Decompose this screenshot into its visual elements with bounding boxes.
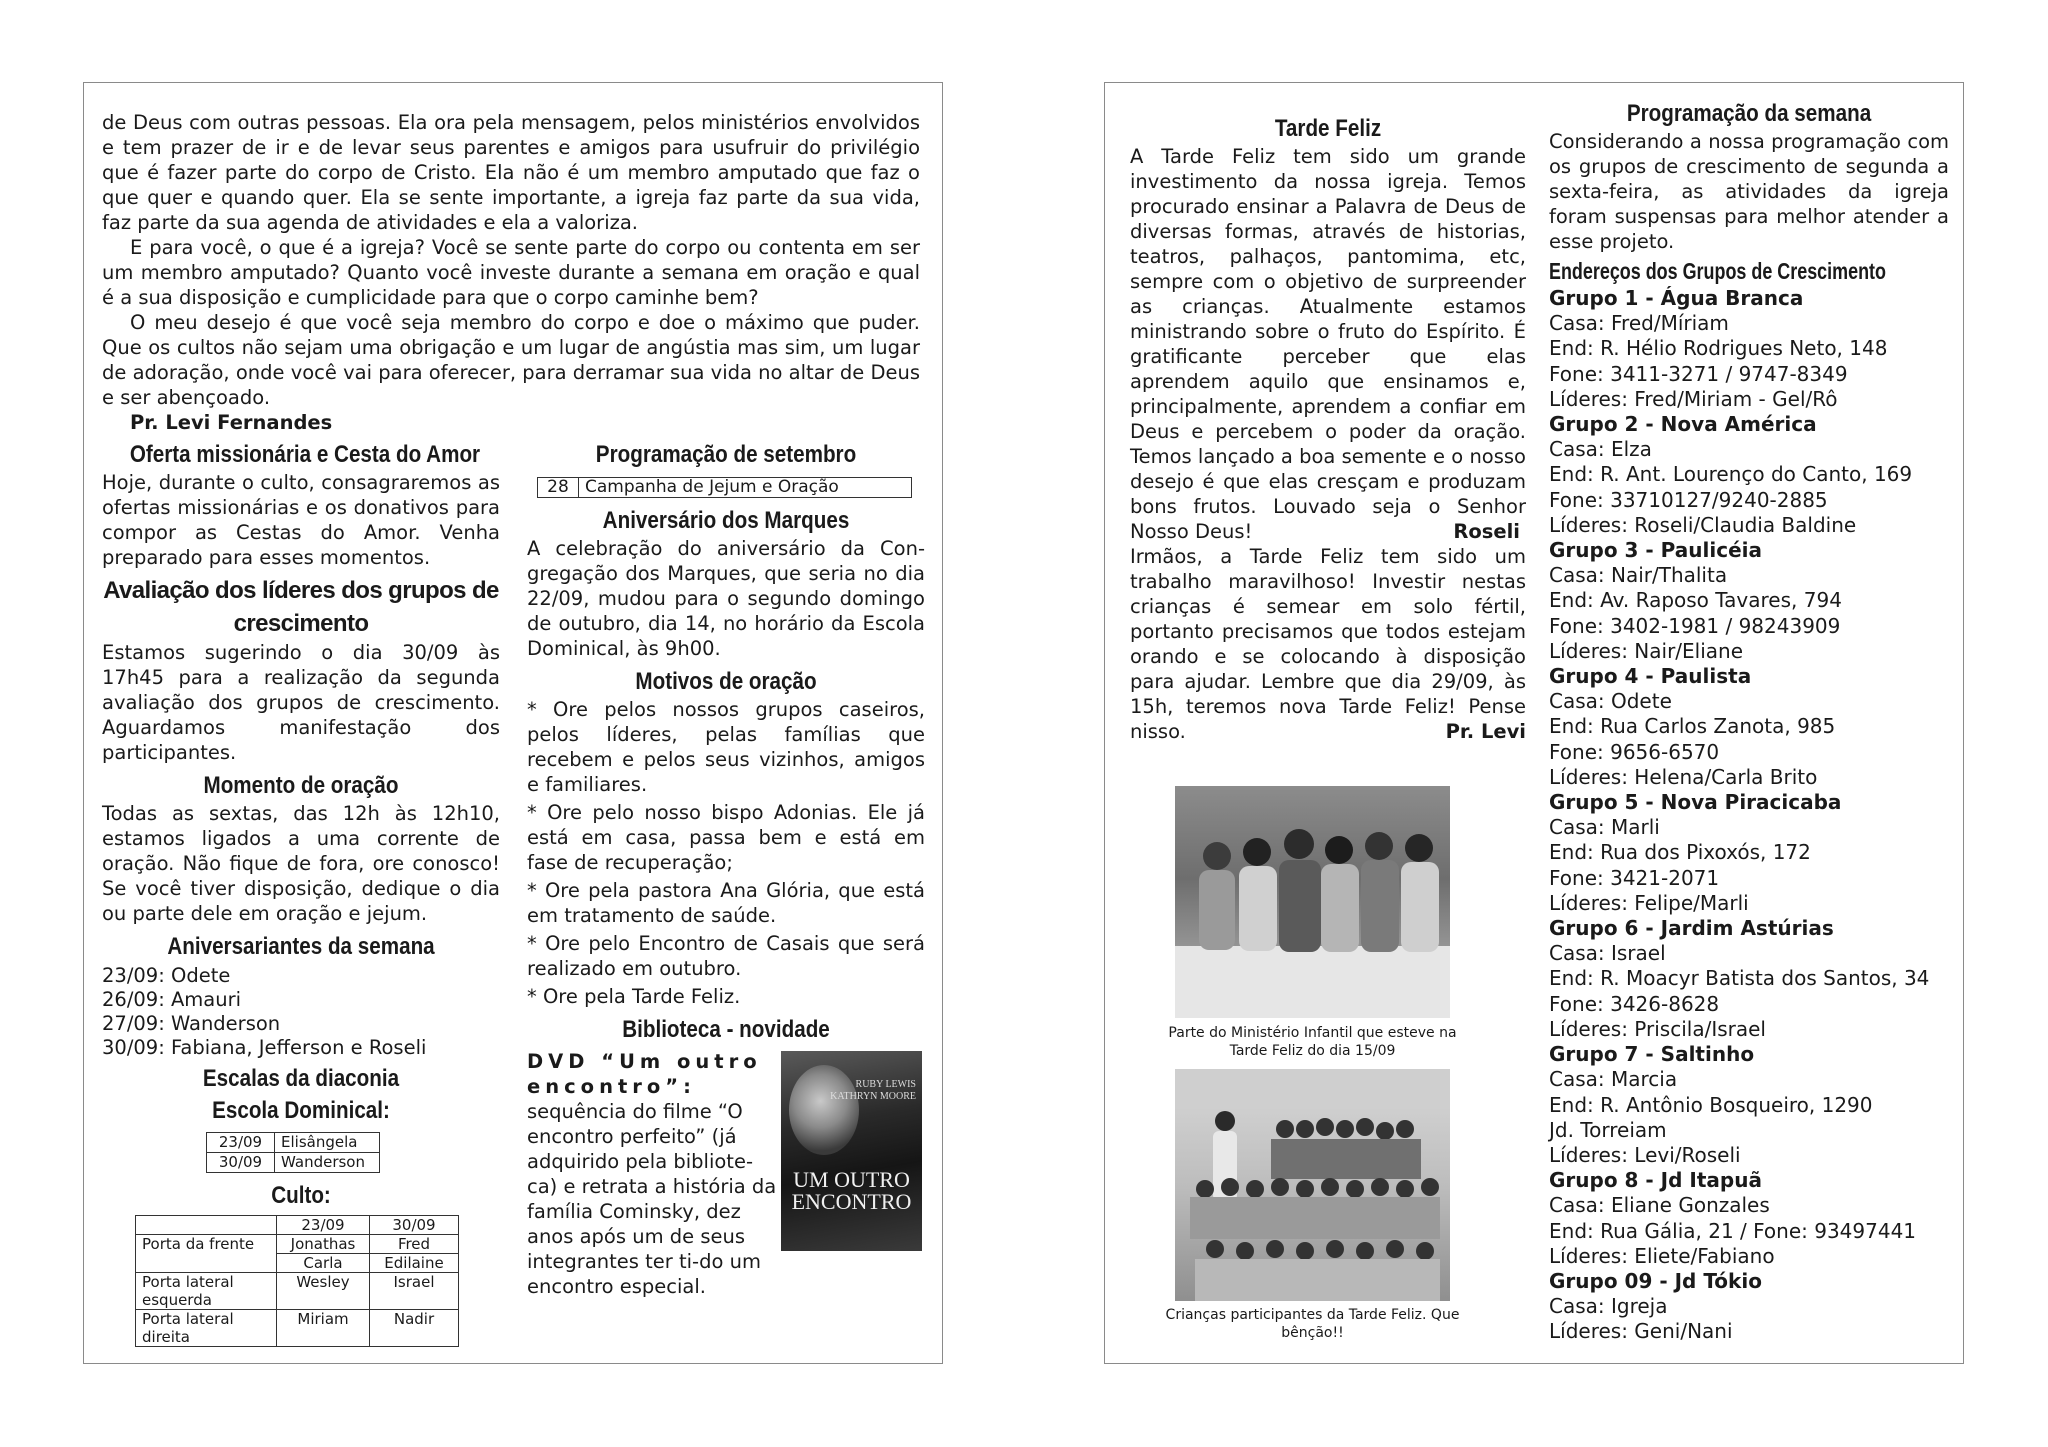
dvd-actor-1: RUBY LEWIS (855, 1079, 916, 1090)
table-row (136, 1235, 459, 1254)
aniv-marques-heading: Aniversário dos Marques (602, 507, 850, 534)
prog-setembro-table (537, 477, 912, 498)
grupo-name: Grupo 8 - Jd Itapuã (1549, 1168, 1762, 1193)
grupo-name: Grupo 4 - Paulista (1549, 664, 1752, 689)
prog-semana-heading: Programação da semana (1626, 100, 1872, 127)
grupo-name: Grupo 7 - Saltinho (1549, 1042, 1755, 1067)
table-cell: Edilaine (370, 1254, 459, 1273)
list-item: 23/09: Odete (102, 964, 231, 987)
aniversariantes-heading: Aniversariantes da semana (167, 933, 435, 960)
table-header-cell: 30/09 (370, 1216, 459, 1235)
grupo-line: End: Av. Raposo Tavares, 794 (1549, 588, 1842, 613)
grupo-line: Casa: Marcia (1549, 1067, 1678, 1092)
grupo-line: Casa: Fred/Míriam (1549, 311, 1729, 336)
grupo-line: Fone: 33710127/9240-2885 (1549, 487, 1828, 512)
oferta-heading: Oferta missionária e Cesta do Amor (129, 441, 481, 468)
grupo-line: Líderes: Priscila/Israel (1549, 1016, 1766, 1041)
table-row (136, 1216, 459, 1235)
table-cell: Campanha de Jejum e Oração (579, 478, 912, 498)
left-column (102, 440, 500, 1347)
grupo-line: Líderes: Helena/Carla Brito (1549, 764, 1818, 789)
grupo-name: Grupo 2 - Nova América (1549, 412, 1817, 437)
grupo-line: Casa: Igreja (1549, 1294, 1668, 1319)
grupo-line: End: R. Moacyr Batista dos Santos, 34 (1549, 966, 1930, 991)
dvd-actors (830, 1079, 916, 1103)
group-photo-figures (1175, 786, 1450, 1018)
grupo-line: Casa: Israel (1549, 941, 1666, 966)
grupo-line: Líderes: Roseli/Claudia Baldine (1549, 512, 1857, 537)
grupo-name: Grupo 1 - Água Branca (1549, 286, 1804, 310)
table-header-cell (136, 1216, 277, 1235)
momento-text: Todas as sextas, das 12h às 12h10, estamos ligados a uma corrente de oração. Não fique de fora, ore conosco! Se você tiver disposição, dedique o dia ou parte dele em oração e jejum. (102, 802, 500, 925)
grupo-line: Casa: Marli (1549, 815, 1660, 840)
grupo-line: End: Rua Carlos Zanota, 985 (1549, 714, 1836, 739)
table-cell: Wesley (277, 1273, 370, 1310)
table-cell: Nadir (370, 1310, 459, 1347)
children-photo-figures (1175, 1069, 1450, 1301)
tarde-text-2: Irmãos, a Tarde Feliz tem sido um trabalho maravilhoso! Investir nestas crianças é semear em solo fértil, portanto precisamos que todos estejam orando e se colocando à disposição para ajudar. Lembre que dia 29/09, às 15h, teremos nova Tarde Feliz! Pense nisso. (1130, 545, 1526, 743)
culto-heading: Culto: (271, 1182, 331, 1209)
intro-section (102, 110, 920, 436)
intro-paragraph-1: de Deus com outras pessoas. Ela ora pela mensagem, pelos ministérios envolvidos e tem prazer de ir e de levar seus parentes e amigos para usufruir do privilégio que é fazer parte do corpo de Cristo. Ela não é um membro amputado que faz o que quer e quando quer. Ela se sente importante, a igreja faz parte da sua vida, faz parte da sua agenda de atividades e ela a valoriza. (102, 111, 920, 234)
left-page (83, 82, 943, 1364)
aniversariantes-list (102, 964, 500, 1060)
programacao-semana-section (1549, 99, 1949, 1345)
grupo-line: End: R. Antônio Bosqueiro, 1290 (1549, 1092, 1873, 1117)
escola-table (206, 1132, 380, 1173)
oferta-text: Hoje, durante o culto, consagraremos as ofertas missionárias e os donativos para compor as Cestas do Amor. Venha preparado para esses momentos. (102, 471, 500, 569)
grupo-name: Grupo 6 - Jardim Astúrias (1549, 916, 1834, 941)
table-row (207, 1133, 380, 1153)
table-cell: Wanderson (275, 1153, 380, 1173)
grupo-line: End: R. Ant. Lourenço do Canto, 169 (1549, 462, 1913, 487)
grupo-line: Casa: Odete (1549, 689, 1672, 714)
grupo-line: Líderes: Levi/Roseli (1549, 1142, 1741, 1167)
prog-setembro-heading: Programação de setembro (595, 441, 857, 468)
list-item: 27/09: Wanderson (102, 1012, 281, 1035)
grupo-line: Jd. Torreiam (1549, 1117, 1667, 1142)
grupo-line: End: R. Hélio Rodrigues Neto, 148 (1549, 336, 1888, 361)
grupo-name: Grupo 09 - Jd Tókio (1549, 1268, 1762, 1293)
table-cell: 28 (538, 478, 579, 498)
list-item: 30/09: Fabiana, Jefferson e Roseli (102, 1036, 427, 1059)
tarde-feliz-section (1130, 110, 1526, 744)
table-cell: 30/09 (207, 1153, 275, 1173)
grupo-line: Líderes: Eliete/Fabiano (1549, 1243, 1775, 1268)
biblioteca-lead: DVD “Um outro encontro”: (527, 1050, 762, 1098)
table-cell: Porta lateral direita (136, 1310, 277, 1347)
grupo-line: Líderes: Fred/Miriam - Gel/Rô (1549, 386, 1838, 411)
intro-paragraph-2: E para você, o que é a igreja? Você se sente parte do corpo ou contenta em ser um membro amputado? Quanto você investe durante a semana em oração e qual é a sua disposição e cumplicidade para que o corpo caminhe bem? (102, 236, 920, 309)
tarde-heading: Tarde Feliz (1274, 115, 1382, 142)
escola-heading: Escola Dominical: (212, 1097, 390, 1124)
biblioteca-block (527, 1049, 925, 1299)
tarde-signature-1: Roseli (1453, 520, 1520, 543)
motivo-item: * Ore pela Tarde Feliz. (527, 985, 741, 1008)
grupo-name: Grupo 3 - Paulicéia (1549, 538, 1763, 563)
caption-photo-1: Parte do Ministério Infantil que esteve na Tarde Feliz do dia 15/09 (1168, 1025, 1457, 1059)
right-column (527, 440, 925, 1299)
dvd-actor-2: KATHRYN MOORE (830, 1091, 916, 1102)
table-cell: Fred (370, 1235, 459, 1254)
momento-heading: Momento de oração (203, 772, 399, 799)
table-cell: Carla (277, 1254, 370, 1273)
table-cell: Miriam (277, 1310, 370, 1347)
grupo-line: Fone: 3411-3271 / 9747-8349 (1549, 361, 1848, 386)
dvd-title-line-2: ENCONTRO (791, 1189, 912, 1214)
grupos-list (1549, 286, 1949, 1345)
grupo-line: Fone: 3426-8628 (1549, 991, 1720, 1016)
motivo-item: * Ore pelo nosso bispo Adonias. Ele já está em casa, passa bem e está em fase de recuperação; (527, 801, 925, 874)
table-row (136, 1310, 459, 1347)
escalas-heading: Escalas da diaconia (202, 1065, 400, 1092)
motivo-item: * Ore pelo Encontro de Casais que será realizado em outubro. (527, 932, 925, 980)
photo-criancas (1175, 1069, 1450, 1301)
aniv-marques-text: A celebração do aniversário da Con-gregação dos Marques, que seria no dia 22/09, mudou para o segundo domingo de outubro, dia 14, no horário da Escola Dominical, às 9h00. (527, 537, 925, 660)
tarde-text-1: A Tarde Feliz tem sido um grande investimento da nossa igreja. Temos procurado ensinar a Palavra de Deus de diversas formas, através de historias, teatros, palhaços, pantomima, etc, sempre com o objetivo de surpreender as crianças. Atualmente estamos ministrando sobre o fruto do Espírito. É gratificante perceber que elas aprendem aquilo que ensinamos e, principalmente, aprendem a confiar em Deus e percebem o poder da oração. Temos lançado a boa semente e o nosso desejo é que elas cresçam e produzam bons frutos. Louvado seja o Senhor Nosso Deus! (1130, 145, 1526, 543)
table-row (538, 478, 912, 498)
prog-semana-text: Considerando a nossa programação com os grupos de crescimento de segunda a sexta-feira, as atividades da igreja foram suspensas para melhor atender a esse projeto. (1549, 130, 1949, 253)
avaliacao-heading: Avaliação dos líderes dos grupos de crescimento (103, 577, 499, 637)
table-cell: Porta da frente (136, 1235, 277, 1273)
intro-paragraph-3: O meu desejo é que você seja membro do corpo e doe o máximo que puder. Que os cultos não sejam uma obrigação e um lugar de angústia mas sim, um lugar de adoração, onde você vai para oferecer, para derramar sua vida no altar de Deus e ser abençoado. (102, 311, 920, 409)
grupo-line: Casa: Eliane Gonzales (1549, 1193, 1770, 1218)
table-cell: Jonathas (277, 1235, 370, 1254)
table-cell: 23/09 (207, 1133, 275, 1153)
tarde-signature-2: Pr. Levi (1445, 720, 1526, 743)
grupo-line: Casa: Elza (1549, 437, 1652, 462)
avaliacao-text: Estamos sugerindo o dia 30/09 às 17h45 para a realização da segunda avaliação dos grupos de crescimento. Aguardamos manifestação dos participantes. (102, 641, 500, 764)
table-cell: Israel (370, 1273, 459, 1310)
intro-signature: Pr. Levi Fernandes (130, 411, 333, 434)
table-row (136, 1273, 459, 1310)
grupo-line: Líderes: Geni/Nani (1549, 1319, 1733, 1344)
right-page (1104, 82, 1964, 1364)
grupo-line: Casa: Nair/Thalita (1549, 563, 1728, 588)
dvd-title (781, 1169, 922, 1213)
caption-photo-2: Crianças participantes da Tarde Feliz. Que bênção!! (1165, 1307, 1460, 1341)
grupo-name: Grupo 5 - Nova Piracicaba (1549, 790, 1842, 815)
biblioteca-text: sequência do filme “O encontro perfeito” (já adquirido pela bibliote-ca) e retrata a história da família Cominsky, dez anos após um de seus integrantes ter ti-do um encontro especial. (527, 1100, 777, 1298)
grupo-line: Líderes: Felipe/Marli (1549, 890, 1749, 915)
grupo-line: Fone: 3421-2071 (1549, 865, 1720, 890)
grupo-line: End: Rua Gália, 21 / Fone: 93497441 (1549, 1218, 1917, 1243)
list-item: 26/09: Amauri (102, 988, 242, 1011)
enderecos-heading: Endereços dos Grupos de Crescimento (1549, 258, 1886, 284)
grupo-line: End: Rua dos Pixoxós, 172 (1549, 840, 1811, 865)
table-cell: Porta lateral esquerda (136, 1273, 277, 1310)
biblioteca-text-block (527, 1049, 779, 1299)
dvd-cover-image (781, 1051, 922, 1251)
motivo-item: * Ore pela pastora Ana Glória, que está em tratamento de saúde. (527, 879, 925, 927)
culto-table (135, 1215, 459, 1347)
grupo-line: Fone: 3402-1981 / 98243909 (1549, 613, 1841, 638)
table-row (207, 1153, 380, 1173)
table-cell: Elisângela (275, 1133, 380, 1153)
dvd-title-line-1: UM OUTRO (793, 1167, 910, 1192)
motivos-heading: Motivos de oração (635, 668, 817, 695)
grupo-line: Fone: 9656-6570 (1549, 739, 1720, 764)
biblioteca-heading: Biblioteca - novidade (622, 1016, 830, 1043)
grupo-line: Líderes: Nair/Eliane (1549, 638, 1744, 663)
photo-ministerio-infantil (1175, 786, 1450, 1018)
table-header-cell: 23/09 (277, 1216, 370, 1235)
motivo-item: * Ore pelos nossos grupos caseiros, pelos líderes, pelas famílias que recebem e pelos seus vizinhos, amigos e familiares. (527, 698, 925, 796)
